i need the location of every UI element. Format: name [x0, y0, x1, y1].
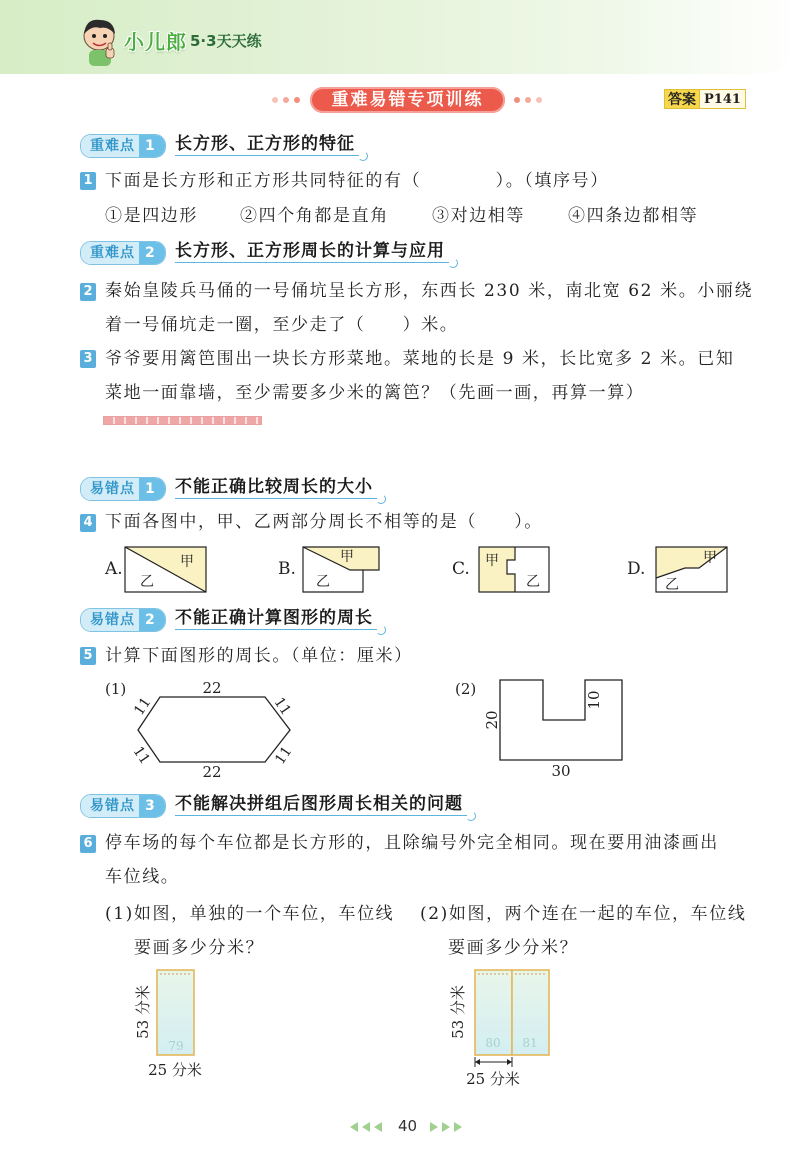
- region-yi-label: 乙: [316, 574, 330, 590]
- section-tag: [80, 477, 166, 501]
- region-yi-label: 乙: [140, 574, 154, 590]
- answer-label: 答案: [664, 89, 700, 109]
- option-item: ①是四边形: [105, 206, 198, 226]
- question-text-line: 爷爷要用篱笆围出一块长方形菜地。菜地的长是 9 米，长比宽多 2 米。已知: [105, 349, 735, 369]
- decor-dot: [525, 97, 531, 103]
- choice-letter: B.: [278, 559, 296, 579]
- section-tag-number: 1: [139, 478, 165, 500]
- boy-mascot-icon: [78, 16, 122, 68]
- region-jia-label: 甲: [180, 554, 194, 570]
- choice-letter: A.: [105, 559, 123, 579]
- section-tag-label: 易错点: [81, 478, 139, 500]
- section-title: 不能正确计算图形的周长: [175, 607, 377, 630]
- region-yi-label: 乙: [665, 577, 679, 593]
- spot-length-label: 53 分米: [449, 985, 467, 1039]
- page-number: 40: [398, 1117, 418, 1135]
- section-tag: [80, 794, 166, 818]
- choice-a-figure: [124, 546, 208, 594]
- section-title: 长方形、正方形的特征: [175, 133, 359, 156]
- choice-letter: D.: [627, 559, 646, 579]
- section-tag: [80, 241, 166, 265]
- spot-width-label: 25 分米: [466, 1070, 520, 1088]
- question-number: 3: [80, 350, 96, 368]
- question-number: 4: [80, 514, 96, 532]
- triple-left-arrow-icon: [350, 1120, 388, 1134]
- section-tag-label: 易错点: [81, 609, 139, 631]
- parking-spot-number: 81: [522, 1036, 538, 1050]
- decor-dot: [283, 97, 289, 103]
- section-header: [80, 240, 680, 264]
- question-number: 2: [80, 283, 96, 301]
- series-name: 5·3天天练: [190, 32, 262, 50]
- figure-label: (2): [455, 680, 477, 698]
- section-tag-number: 2: [139, 242, 165, 264]
- region-yi-label: 乙: [526, 574, 540, 590]
- sub-question-text: 要画多少分米？: [134, 938, 265, 958]
- question-text-line: 停车场的每个车位都是长方形的，且除编号外完全相同。现在要用油漆画出: [105, 833, 719, 853]
- section-title: 不能解决拼组后图形周长相关的问题: [175, 793, 467, 816]
- section-header: [80, 476, 680, 500]
- question-number: 1: [80, 172, 96, 190]
- question-text: 下面是长方形和正方形共同特征的有（ ）。（填序号）: [105, 171, 609, 191]
- section-tag: [80, 608, 166, 632]
- region-jia-label: 甲: [340, 549, 354, 565]
- section-tag-label: 重难点: [81, 135, 139, 157]
- choice-d-figure: [655, 546, 730, 594]
- section-tag-label: 重难点: [81, 242, 139, 264]
- section-header: [80, 133, 680, 157]
- question-number: 6: [80, 835, 96, 853]
- question-text: 下面各图中，甲、乙两部分周长不相等的是（ ）。: [105, 512, 543, 532]
- u-shape-figure: [480, 672, 640, 782]
- question-text-line: 车位线。: [105, 867, 180, 887]
- question-number: 5: [80, 647, 96, 665]
- choice-c-figure: [478, 546, 552, 594]
- parking-spot-number: 79: [168, 1039, 184, 1053]
- decor-dot: [514, 97, 520, 103]
- answer-reference: [664, 89, 746, 109]
- spot-width-label: 25 分米: [148, 1061, 202, 1079]
- hexagon-slant-length: 11: [129, 743, 153, 768]
- option-item: ④四条边都相等: [568, 206, 699, 226]
- choice-letter: C.: [452, 559, 470, 579]
- parking-spot-number: 80: [485, 1036, 501, 1050]
- section-tag-label: 易错点: [81, 795, 139, 817]
- hexagon-slant-length: 11: [272, 743, 296, 768]
- question-text: 计算下面图形的周长。（单位：厘米）: [105, 646, 413, 666]
- choice-b-figure: [302, 546, 382, 594]
- decor-dot: [536, 97, 542, 103]
- section-tag-number: 3: [139, 795, 165, 817]
- section-header: [80, 607, 680, 631]
- hexagon-slant-length: 11: [131, 694, 155, 719]
- u-shape-notch-depth: 10: [585, 690, 603, 710]
- answer-area-strip: [103, 416, 262, 425]
- hexagon-slant-length: 11: [270, 694, 294, 719]
- answer-page: P141: [700, 89, 746, 109]
- option-item: ②四个角都是直角: [240, 206, 389, 226]
- option-item: ③对边相等: [432, 206, 525, 226]
- triple-right-arrow-icon: [428, 1120, 466, 1134]
- u-shape-height: 20: [483, 710, 501, 730]
- sub-question-text: 要画多少分米？: [448, 938, 579, 958]
- region-jia-label: 甲: [485, 553, 499, 569]
- decor-dot: [294, 97, 300, 103]
- question-text-line: 秦始皇陵兵马俑的一号俑坑呈长方形，东西长 230 米，南北宽 62 米。小丽绕: [105, 281, 754, 301]
- double-parking-spot-figure: [440, 962, 560, 1092]
- page-title: 重难易错专项训练: [310, 87, 505, 113]
- section-tag: [80, 134, 166, 158]
- spot-length-label: 53 分米: [134, 985, 152, 1039]
- figure-label: (1): [105, 680, 127, 698]
- sub-question-text: (1)如图，单独的一个车位，车位线: [105, 904, 395, 924]
- section-tag-number: 1: [139, 135, 165, 157]
- region-jia-label: 甲: [703, 550, 717, 566]
- section-tag-number: 2: [139, 609, 165, 631]
- question-text-line: 着一号俑坑走一圈，至少走了（ ）米。: [105, 315, 459, 335]
- decor-dot: [272, 97, 278, 103]
- hexagon-bottom-length: 22: [202, 763, 222, 780]
- section-title: 长方形、正方形周长的计算与应用: [175, 240, 449, 263]
- brand-logo: 小儿郎: [124, 30, 187, 54]
- hexagon-top-length: 22: [202, 679, 222, 697]
- sub-question-text: (2)如图，两个连在一起的车位，车位线: [420, 904, 747, 924]
- width-arrow-icon: [475, 1057, 512, 1067]
- section-header: [80, 793, 680, 817]
- u-shape-width: 30: [551, 762, 571, 780]
- section-title: 不能正确比较周长的大小: [175, 476, 377, 499]
- hexagon-figure: [125, 678, 307, 780]
- question-text-line: 菜地一面靠墙，至少需要多少米的篱笆？（先画一画，再算一算）: [105, 383, 645, 403]
- single-parking-spot-figure: [128, 965, 220, 1083]
